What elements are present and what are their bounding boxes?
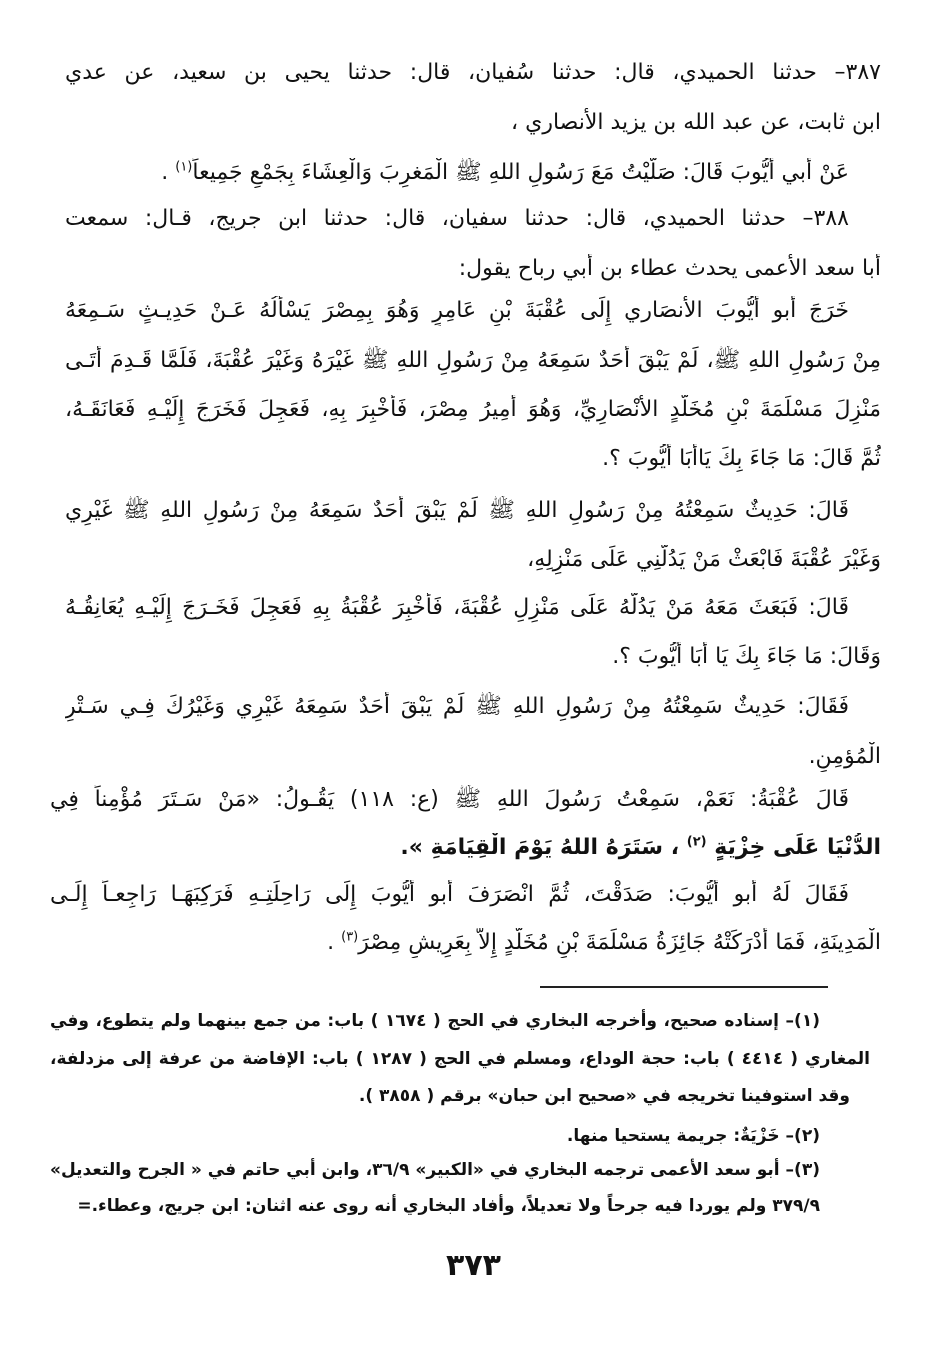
footnote-1-line-1: (١)– إسناده صحيح، وأخرجه البخاري في الحج ( ١٦٧٤ ) باب: من جمع بينهما ولم يتطوع، وفي (50, 1011, 820, 1031)
footnote-3-line-1: (٣)– أبو سعد الأعمى ترجمه البخاري في «الكبير» ٣٦/٩، وابن أبي حاتم في « الجرح والتعديل» (50, 1160, 820, 1180)
hadith-387-matn-text: عَنْ أَبي أَيُّوبَ قَالَ: صَلَّيْتُ مَعَ رَسُولِ اللهِ ﷺ الْمَغرِبَ وَالْعِشَاءَ بِجَمْعٍ جَمِيعاً (192, 160, 849, 185)
hadith-388-matn-line-12 (50, 833, 881, 863)
footnote-2: (٢)– خَزْيَةٌ: جريمة يستحيا منها. (566, 1126, 820, 1146)
hadith-388-matn-line-8: وَقَالَ: مَا جَاءَ بِكَ يَا أَبَا أَيُّوبَ ؟. (612, 644, 881, 669)
hadith-388-line-14-text: الْمَدِينَةِ، فَمَا أَدْرَكَتْهُ جَائِزَةُ مَسْلَمَةَ بْنِ مُخَلَّدٍ إِلاَّ بِعَرِيشِ مِصْرَ (358, 930, 881, 955)
hadith-388-matn-line-7: قَالَ: فَبَعَثَ مَعَهُ مَنْ يَدُلُّهُ عَلَى مَنْزِلِ عُقْبَةَ، فَأُخْبِرَ عُقْبَةُ بِهِ فَعَجِلَ فَخَـرَجَ إِلَيْـهِ يُعَانِقُـهُ (65, 595, 849, 620)
hadith-387-matn-tail: . (161, 160, 176, 185)
hadith-388-matn-line-1: خَرَجَ أَبو أَيُّوبَ الأَنصَاري إِلَى عُقْبَةَ بْنِ عَامِرٍ وَهُوَ بِمِصْرَ يَسْأَلُهُ عَـنْ حَدِيـثٍ سَـمِعَهُ (65, 298, 849, 323)
hadith-388-matn-line-14 (50, 928, 881, 958)
hadith-388-matn-line-13: فَقَالَ لَهُ أَبو أَيُّوبَ: صَدَقْتَ، ثُمَّ انْصَرَفَ أَبو أَيُّوبَ إِلَى رَاحِلَتِـهِ فَرَكِبَهَـا رَاجِعـاً إِلَـى (50, 882, 849, 907)
hadith-388-matn-line-4: ثُمَّ قَالَ: مَا جَاءَ بِكَ يَاأَبَا أَيُّوبَ ؟. (602, 446, 881, 471)
hadith-388-matn-line-10: الْمُؤمِنِ. (808, 744, 881, 769)
hadith-388-matn-line-11: قَالَ عُقْبَةُ: نَعَمْ، سَمِعْتُ رَسُولَ اللهِ ﷺ (ع: ١١٨) يَقُـولُ: «مَنْ سَـتَرَ مُؤْمِناً فِي (50, 787, 849, 812)
hadith-388-isnad-line-2: أبا سعد الأعمى يحدث عطاء بن أبي رباح يقول: (458, 256, 881, 281)
hadith-388-matn-line-5: قَالَ: حَدِيثٌ سَمِعْتُهُ مِنْ رَسُولِ اللهِ ﷺ لَمْ يَبْقَ أَحَدٌ سَمِعَهُ مِنْ رَسُولِ اللهِ ﷺ غَيْرِي (65, 498, 849, 523)
hadith-388-line-12-a: الدُّنْيَا عَلَى خِزْيَةٍ (714, 835, 881, 860)
hadith-388-line-12-c: ، سَتَرَهُ اللهُ يَوْمَ الْقِيَامَةِ ». (400, 835, 680, 860)
page-number: ٣٧٣ (446, 1248, 501, 1283)
hadith-388-matn-line-2: مِنْ رَسُولِ اللهِ ﷺ، لَمْ يَبْقَ أَحَدٌ سَمِعَهُ مِنْ رَسُولِ اللهِ ﷺ غَيْرَهُ وَغَيْرَ عُقْبَةَ، فَلَمَّا قَـدِمَ أَتَـى (65, 348, 881, 373)
hadith-388-matn-line-9: فَقَالَ: حَدِيثٌ سَمِعْتُهُ مِنْ رَسُولِ اللهِ ﷺ لَمْ يَبْقَ أَحَدٌ سَمِعَهُ غَيْرِي وَغَيْرُكَ فِـي سَـتْرِ (65, 694, 849, 719)
hadith-388-matn-line-6: وَغَيْرَ عُقْبَةَ فَابْعَثْ مَنْ يَدُلُّنِي عَلَى مَنْزِلِهِ، (527, 547, 881, 572)
footnote-1-line-2: المغاري ( ٤٤١٤ ) باب: حجة الوداع، ومسلم في الحج ( ١٢٨٧ ) باب: الإفاضة من عرفة إلى مزدلفة، (50, 1049, 870, 1069)
hadith-388-line-14-tail: . (327, 930, 342, 955)
hadith-387-isnad-line-1: ٣٨٧– حدثنا الحميدي، قال: حدثنا سُفيان، قال: حدثنا يحيى بن سعيد، عن عدي (65, 60, 881, 85)
hadith-388-isnad-line-1: ٣٨٨– حدثنا الحميدي، قال: حدثنا سفيان، قال: حدثنا ابن جريج، قـال: سمعت (65, 206, 849, 231)
footnote-marker-2: (٢) (686, 834, 707, 850)
footnote-separator (540, 986, 828, 988)
footnote-3-line-2: ٣٧٩/٩ ولم يوردا فيه جرحاً ولا تعديلاً، وأفاد البخاري أنه روى عنه اثنان: ابن جريج، وعطاء.= (77, 1196, 820, 1216)
hadith-387-matn (65, 158, 881, 188)
footnote-marker-1: (١) (175, 159, 193, 175)
hadith-388-matn-line-3: مَنْزِلَ مَسْلَمَةَ بْنِ مُخَلَّدٍ الأَنْصَارِيِّ، وَهُوَ أَمِيرُ مِصْرَ، فَأُخْبِرَ بِهِ، فَعَجِلَ فَخَرَجَ إِلَيْـهِ فَعَانَقَـهُ، (65, 397, 881, 422)
footnote-1-line-3: وقد استوفينا تخريجه في «صحيح ابن حبان» برقم ( ٣٨٥٨ ). (358, 1086, 850, 1106)
hadith-387-isnad-line-2: ابن ثابت، عن عبد الله بن يزيد الأنصاري ، (511, 110, 881, 135)
footnote-marker-3: (٣) (341, 929, 359, 945)
